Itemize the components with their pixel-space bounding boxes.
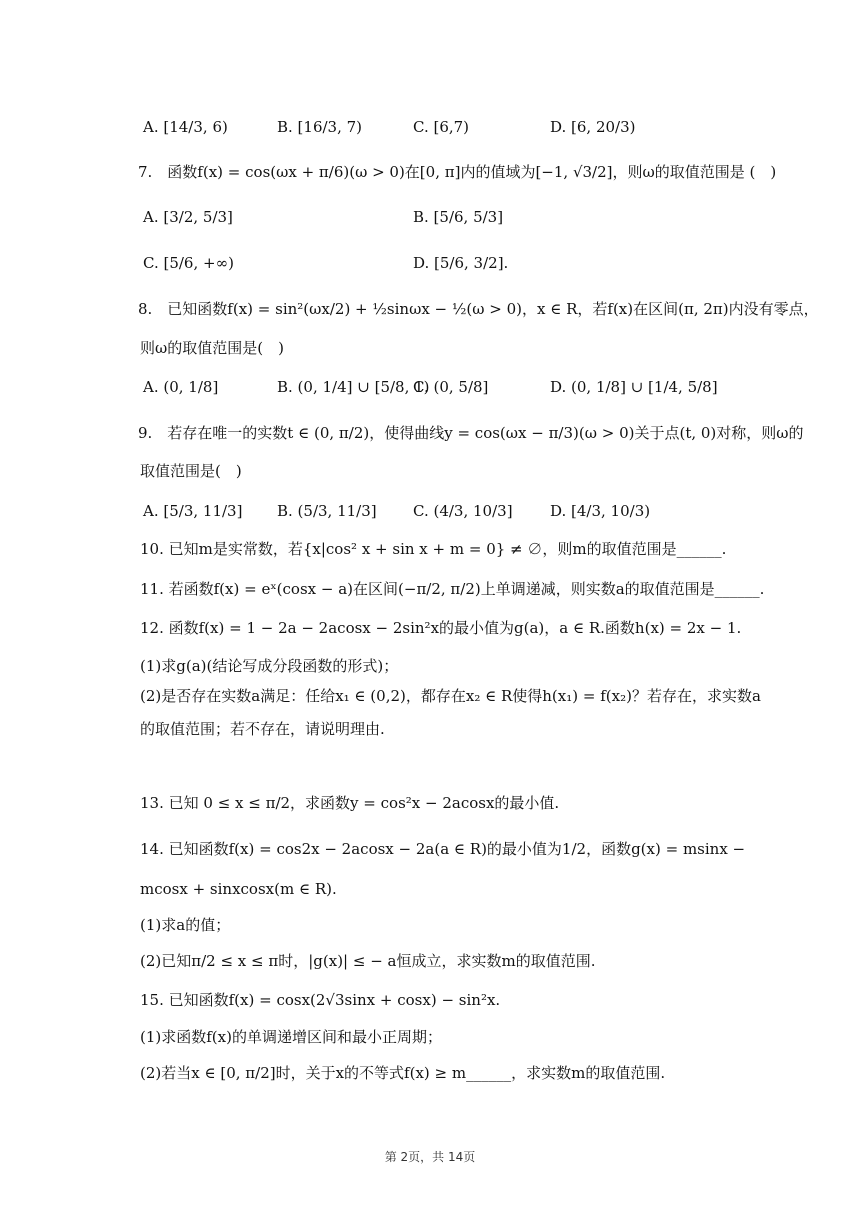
- option-d: D. [4/3, 10/3): [550, 502, 651, 520]
- question-stem-continued: 则ω的取值范围是( ): [140, 339, 284, 357]
- question-10: 10. 已知m是实常数，若{x|cos² x + sin x + m = 0} ≠ ∅，则m的取值范围是______.: [140, 540, 727, 558]
- question-13: 13. 已知 0 ≤ x ≤ π/2，求函数y = cos²x − 2acosx的最小值.: [140, 794, 560, 812]
- question-stem: 8. 已知函数f(x) = sin²(ωx/2) + ½sinωx − ½(ω > 0)，x ∈ R，若f(x)在区间(π, 2π)内没有零点，: [138, 300, 819, 318]
- question-stem: 9. 若存在唯一的实数t ∈ (0, π/2)，使得曲线y = cos(ωx − π/3)(ω > 0)关于点(t, 0)对称，则ω的: [138, 424, 804, 442]
- question-stem: 15. 已知函数f(x) = cosx(2√3sinx + cosx) − sin²x.: [140, 991, 501, 1009]
- option-b: B. [5/6, 5/3]: [413, 208, 504, 226]
- option-b: B. (0, 1/4] ∪ [5/8, 1): [277, 378, 430, 396]
- question-stem-continued: 取值范围是( ): [140, 462, 242, 480]
- option-b: B. [16/3, 7): [277, 118, 363, 136]
- option-d: D. [5/6, 3/2].: [413, 254, 509, 272]
- question-stem: 12. 函数f(x) = 1 − 2a − 2acosx − 2sin²x的最小值为g(a)，a ∈ R.函数h(x) = 2x − 1.: [140, 619, 742, 637]
- option-a: A. (0, 1/8]: [143, 378, 219, 396]
- question-part-2-continued: 的取值范围；若不存在，请说明理由.: [140, 720, 385, 738]
- option-c: C. (4/3, 10/3]: [413, 502, 513, 520]
- question-stem-continued: mcosx + sinxcosx(m ∈ R).: [140, 880, 337, 898]
- option-b: B. (5/3, 11/3]: [277, 502, 377, 520]
- question-stem: 14. 已知函数f(x) = cos2x − 2acosx − 2a(a ∈ R)的最小值为1/2，函数g(x) = msinx −: [140, 840, 746, 858]
- question-part-1: (1)求函数f(x)的单调递增区间和最小正周期；: [140, 1028, 442, 1046]
- option-a: A. [3/2, 5/3]: [143, 208, 233, 226]
- page-number-footer: 第 2页，共 14页: [384, 1150, 476, 1164]
- question-part-2: (2)若当x ∈ [0, π/2]时，关于x的不等式f(x) ≥ m______，求实数m的取值范围.: [140, 1064, 666, 1082]
- option-a: A. [14/3, 6): [143, 118, 228, 136]
- question-part-2: (2)已知π/2 ≤ x ≤ π时，|g(x)| ≤ − a恒成立，求实数m的取值范围.: [140, 952, 596, 970]
- option-c: C. [6,7): [413, 118, 470, 136]
- question-stem: 7. 函数f(x) = cos(ωx + π/6)(ω > 0)在[0, π]内的值域为[−1, √3/2]，则ω的取值范围是 ( ): [138, 163, 777, 181]
- option-c: C. [5/6, +∞): [143, 254, 234, 272]
- question-part-2: (2)是否存在实数a满足：任给x₁ ∈ (0,2)，都存在x₂ ∈ R使得h(x₁) = f(x₂)？若存在，求实数a: [140, 687, 761, 705]
- question-part-1: (1)求g(a)(结论写成分段函数的形式)；: [140, 657, 399, 675]
- option-d: D. [6, 20/3): [550, 118, 636, 136]
- option-d: D. (0, 1/8] ∪ [1/4, 5/8]: [550, 378, 718, 396]
- option-c: C. (0, 5/8]: [413, 378, 489, 396]
- option-a: A. [5/3, 11/3]: [143, 502, 243, 520]
- question-11: 11. 若函数f(x) = eˣ(cosx − a)在区间(−π/2, π/2)上单调递减，则实数a的取值范围是______.: [140, 580, 765, 598]
- question-part-1: (1)求a的值；: [140, 916, 231, 934]
